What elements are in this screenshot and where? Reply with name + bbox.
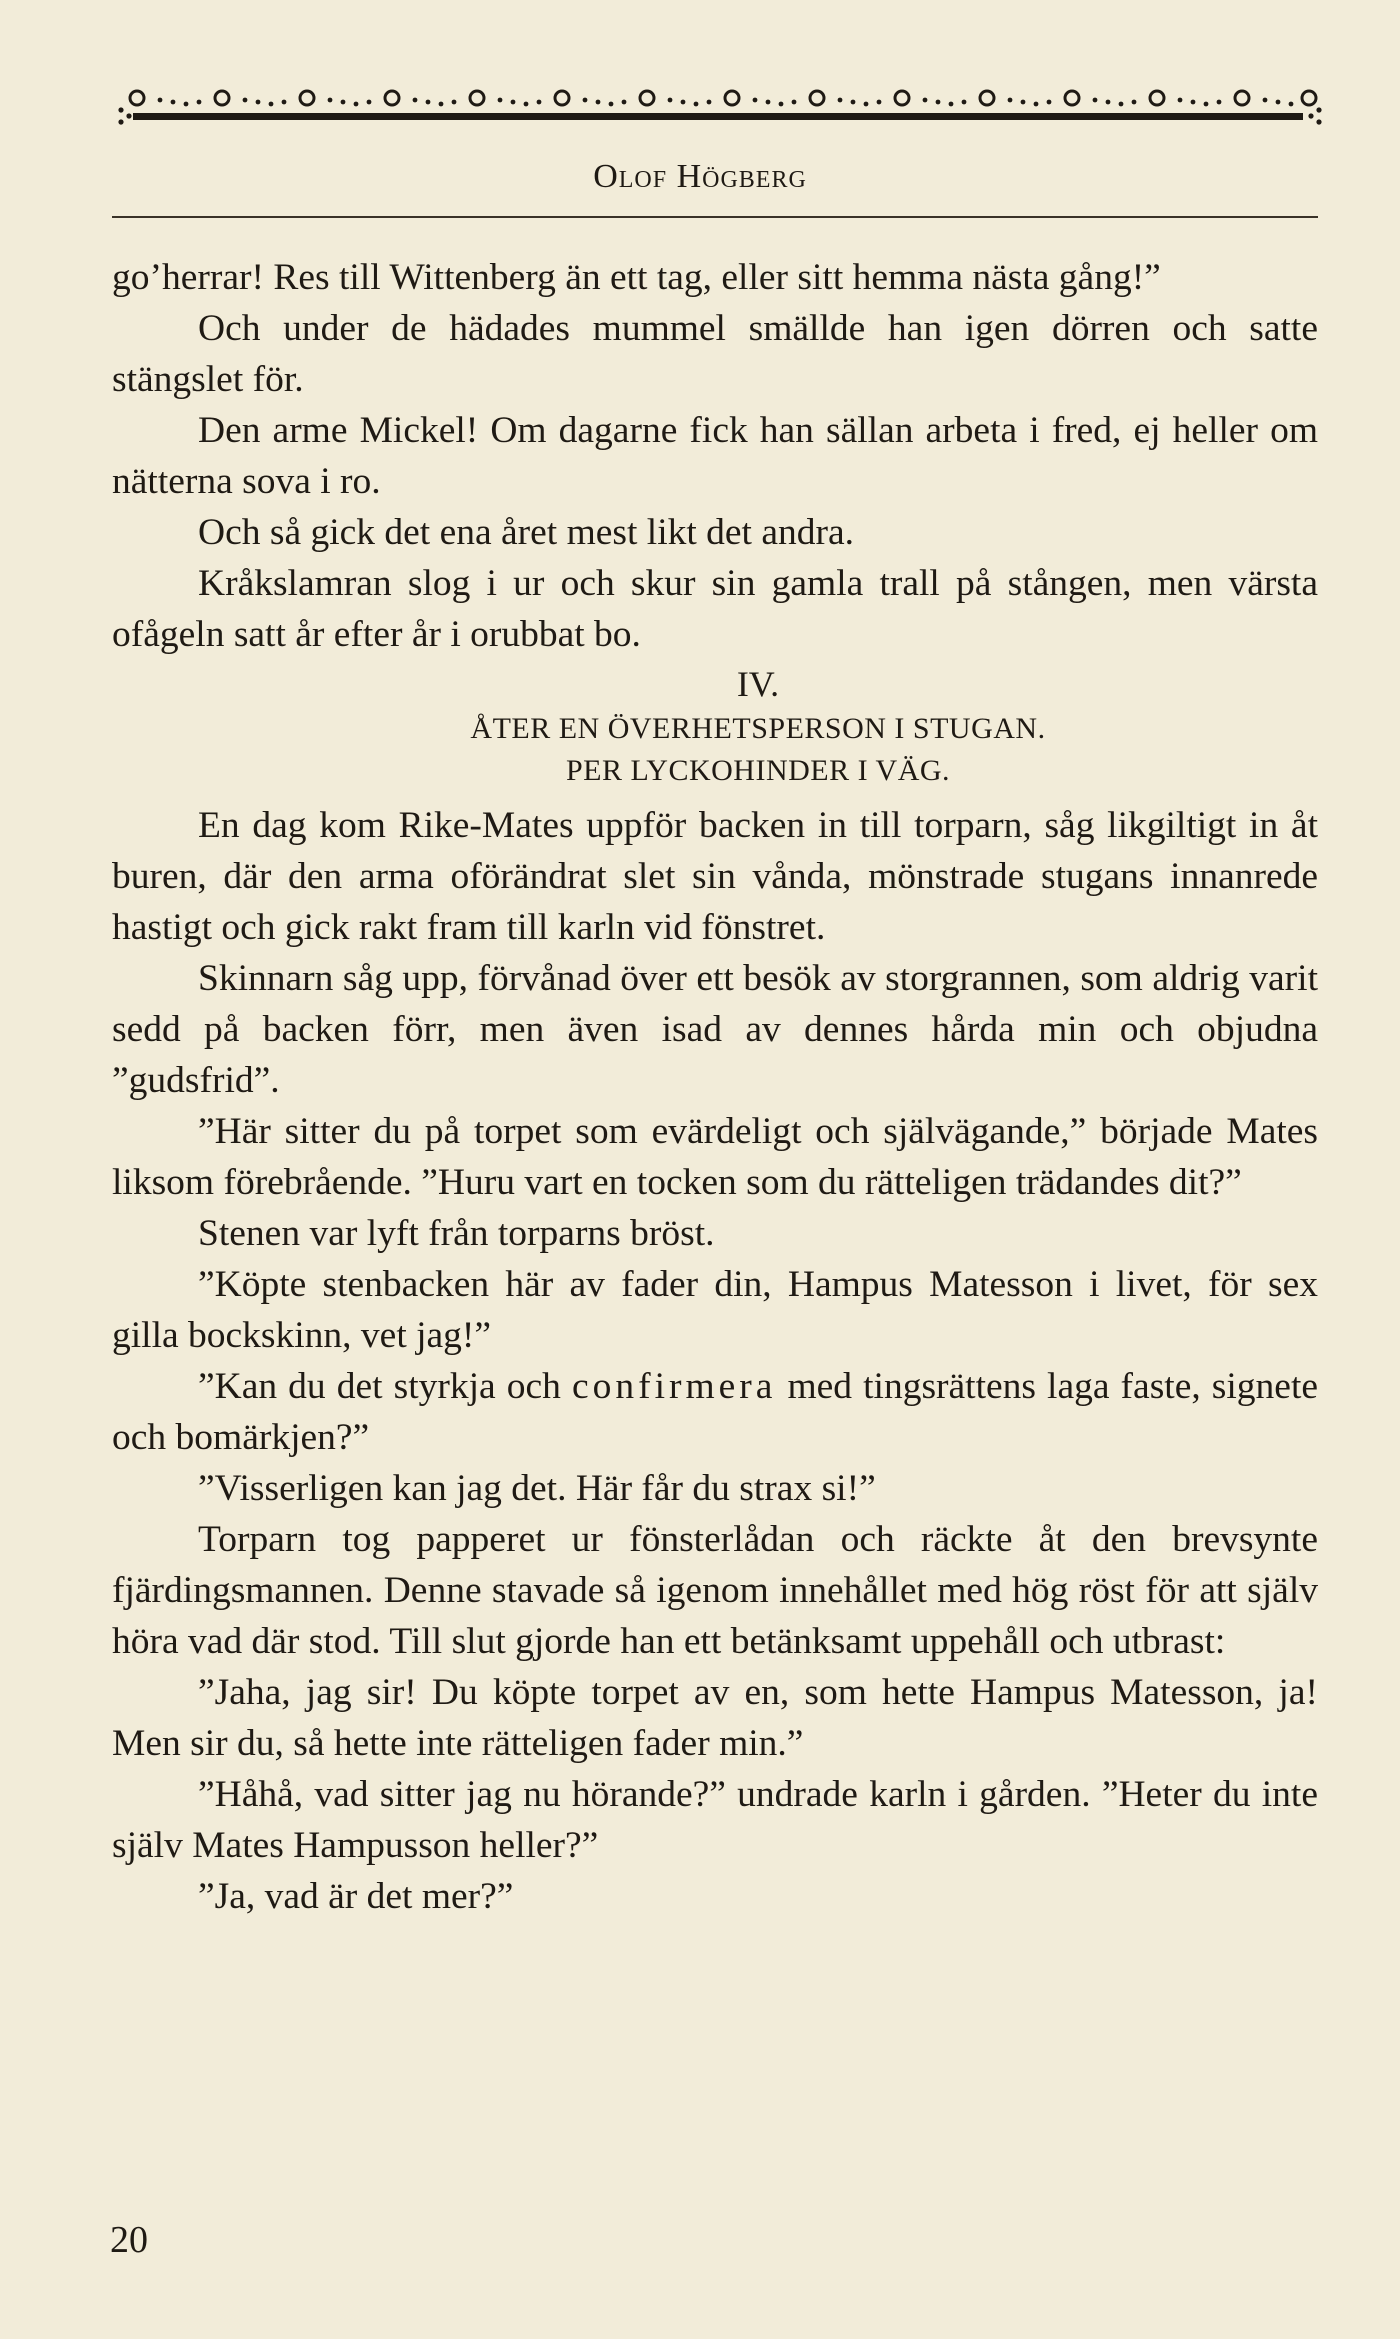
paragraph: Stenen var lyft från torparns bröst.: [198, 1213, 715, 1254]
page-number: 20: [110, 2219, 148, 2261]
paragraph: ”Visserligen kan jag det. Här får du strax si!”: [198, 1468, 876, 1509]
body-text: [112, 252, 1318, 1922]
paragraph: Skinnarn såg upp, förvånad över ett besök av storgrannen, som aldrig varit sedd på backen förr, men även isad av dennes hårda min och objudna ”gudsfrid”.: [112, 958, 1318, 1101]
header-rule: [112, 216, 1318, 218]
running-head: Olof Högberg: [593, 158, 807, 195]
text-run: ”Kan du det styrkja och: [198, 1366, 572, 1407]
paragraph: go’herrar! Res till Wittenberg än ett tag, eller sitt hemma nästa gång!”: [112, 257, 1161, 298]
paragraph: ”Jaha, jag sir! Du köpte torpet av en, som hette Hampus Matesson, ja! Men sir du, så hette inte rätteligen fader min.”: [112, 1672, 1318, 1764]
chapter-subtitle: PER LYCKOHINDER I VÄG.: [565, 754, 951, 787]
ornamental-border: [115, 84, 1325, 144]
paragraph: ”Köpte stenbacken här av fader din, Hampus Matesson i livet, för sex gilla bockskinn, vet jag!”: [112, 1264, 1318, 1356]
paragraph: Den arme Mickel! Om dagarne fick han sällan arbeta i fred, ej heller om nätterna sova i ro.: [112, 410, 1318, 502]
spaced-word: confirmera: [571, 1366, 777, 1407]
chapter-title: ÅTER EN ÖVERHETSPERSON I STUGAN.: [470, 712, 1046, 745]
text-run: med tingsrättens laga faste, signete och bomärkjen?”: [112, 1366, 1319, 1458]
paragraph: ”Håhå, vad sitter jag nu hörande?” undrade karln i gården. ”Heter du inte själv Mates Hampusson heller?”: [112, 1774, 1318, 1866]
paragraph: Torparn tog papperet ur fönsterlådan och räckte åt den brevsynte fjärdingsmannen. Denne stavade så igenom innehållet med hög röst för att själv höra vad där stod. Till slut gjorde han ett betänksamt uppehåll och utbrast:: [112, 1519, 1318, 1662]
chapter-number: IV.: [736, 664, 780, 704]
paragraph: Och så gick det ena året mest likt det andra.: [198, 512, 854, 553]
paragraph: [112, 1361, 1318, 1463]
paragraph: ”Här sitter du på torpet som evärdeligt och självägande,” började Mates liksom förebrående. ”Huru vart en tocken som du rätteligen trädandes dit?”: [112, 1111, 1318, 1203]
paragraph: ”Ja, vad är det mer?”: [198, 1876, 514, 1917]
paragraph: Och under de hädades mummel smällde han igen dörren och satte stängslet för.: [112, 308, 1318, 400]
paragraph: En dag kom Rike-Mates uppför backen in till torparn, såg likgiltigt in åt buren, där den arma oförändrat slet sin vånda, mönstrade stugans innanrede hastigt och gick rakt fram till karln vid fönstret.: [112, 805, 1318, 948]
paragraph: Kråkslamran slog i ur och skur sin gamla trall på stången, men värsta ofågeln satt år efter år i orubbat bo.: [112, 563, 1318, 655]
